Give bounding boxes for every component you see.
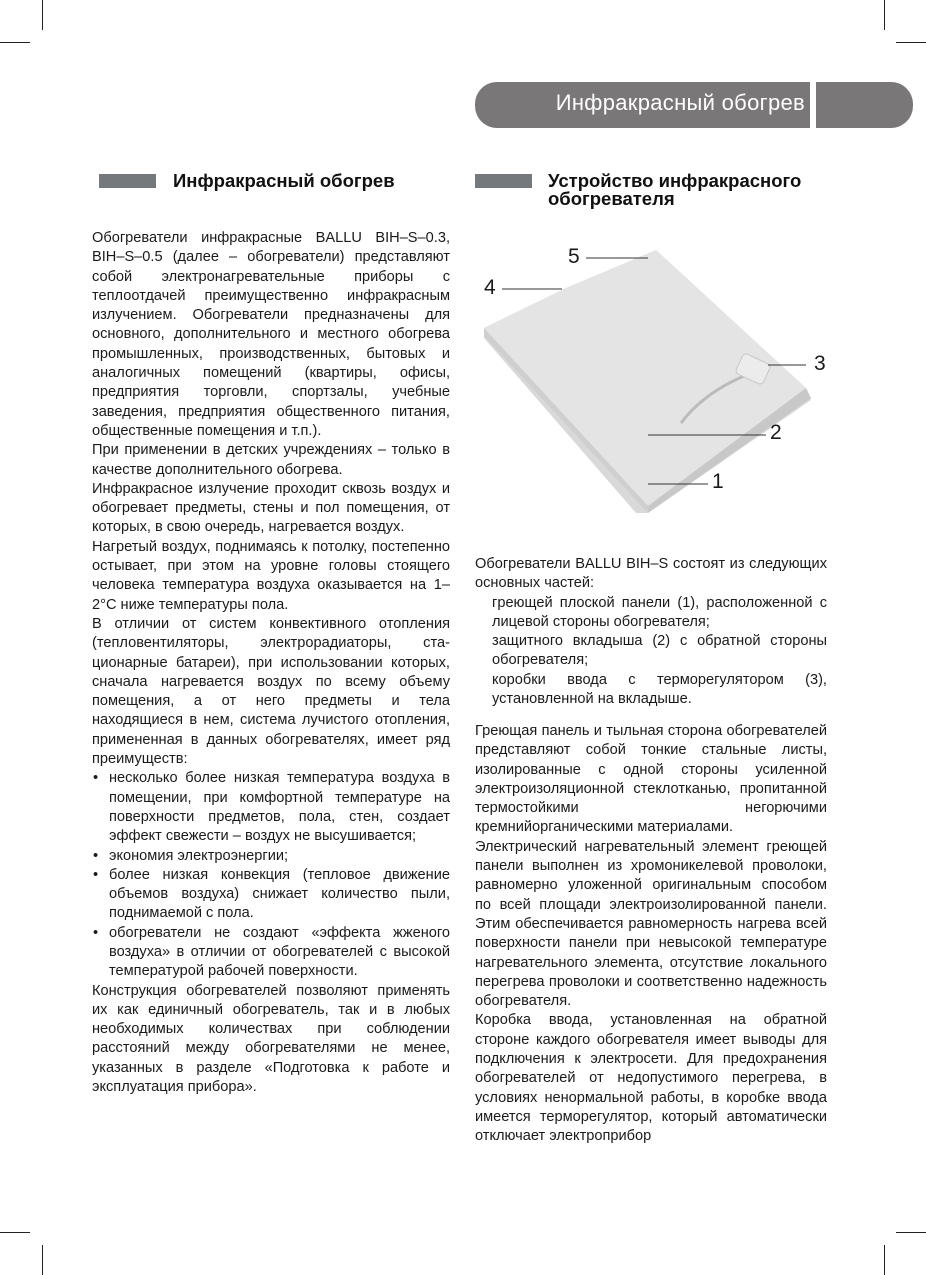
section-marker <box>475 174 532 188</box>
paragraph: Инфракрасное излучение проходит сквозь воздух и обогревает предметы, стены и пол помещения, от которых, в свою очередь, нагревается воздух. <box>92 480 450 536</box>
paragraph: Коробка ввода, установленная на обратной стороне каждого обогревателя имеет выводы для подключения к электросети. Для предохранения обогревателей от недопустимого перегрева, в условиях ненормальной работы, в коробке ввода имеется терморегулятор, который автоматически отключает электроприбор <box>475 1012 827 1145</box>
section-header-title: Инфракрасный обогрев <box>555 90 805 115</box>
figure-label-5: 5 <box>568 245 580 268</box>
right-column-parts <box>475 555 827 709</box>
paragraph: В отличии от систем конвективного отопления (тепловентиляторы, электрорадиаторы, стационарные батареи), при использовании которых, сначала нагревается воздух по всему объему помещения, а от него предметы и тела находящиеся в нем, система лучистого отопления, примененная в данных обогревателях, имеет ряд преимуществ: <box>92 615 450 768</box>
section-marker <box>99 174 156 188</box>
crop-mark <box>42 1245 43 1275</box>
part-item: греющей плоской панели (1), расположенной с лицевой стороны обогревателя; <box>492 594 827 630</box>
figure-label-1: 1 <box>712 470 724 493</box>
list-item: • несколько более низкая температура воздуха в помещении, при комфортной температуре на поверхности предметов, пола, стен, создает эффект свежести – воздух не высушивается; <box>92 769 450 846</box>
list-item: • обогреватели не создают «эффекта жженого воздуха» в отличии от обогревателей с высокой температурой рабочей поверхности. <box>92 924 450 982</box>
figure-label-2: 2 <box>770 421 782 444</box>
paragraph: Обогреватели BALLU BIH–S состоят из следующих основных частей: <box>475 556 827 592</box>
crop-mark <box>884 1245 885 1275</box>
right-column-text <box>475 722 827 1147</box>
crop-mark <box>0 42 30 43</box>
paragraph: Греющая панель и тыльная сторона обогревателей представляют собой тонкие стальные листы, изолированные с одной стороны усиленной электроизоляционной стеклотканью, пропитанной термостойкими негорючими кремнийорганическими материалами. <box>475 723 827 836</box>
part-item: коробки ввода с терморегулятором (3), установленной на вкладыше. <box>492 671 827 708</box>
crop-mark <box>896 1232 926 1233</box>
header-divider <box>810 82 816 128</box>
paragraph: Нагретый воздух, поднимаясь к потолку, постепенно остывает, при этом на уровне головы стоящего человека температура воздуха оказывается на 1–2°С ниже температуры пола. <box>92 538 450 613</box>
paragraph: При применении в детских учреждениях – только в качестве дополнительного обогрева. <box>92 442 450 478</box>
advantages-list <box>92 769 450 981</box>
paragraph: Электрический нагревательный элемент греющей панели выполнен из хромоникелевой проволоки, равномерно уложенной оригинальным способом по всей площади электроизолированной панели. Этим обеспечивается равномерность нагрева всей поверхности панели при невысокой температуре нагревательного элемента, отсутствие локального перегрева проволоки и соответственно надежность обогревателя. <box>475 838 827 1010</box>
title-line: обогревателя <box>548 188 675 209</box>
list-item: • более низкая конвекция (тепловое движение объемов воздуха) снижает количество пыли, поднимаемой с пола. <box>92 866 450 924</box>
left-column-text <box>92 229 450 1097</box>
crop-mark <box>884 0 885 30</box>
crop-mark <box>42 0 43 30</box>
part-item: защитного вкладыша (2) с обратной стороны обогревателя; <box>492 633 827 669</box>
heater-illustration <box>476 228 836 518</box>
list-item: • экономия электроэнергии; <box>92 847 450 866</box>
paragraph: Обогреватели инфракрасные BALLU BIH–S–0.3, BIH–S–0.5 (далее – обогреватели) представляют собой электронагревательные приборы с теплоотдачей преимущественно инфракрасным излучением. Обогреватели предназначены для основного, дополнительного и местного обогрева промышленных, производственных, бытовых и аналогичных помещений (квартиры, офисы, предприятия торговли, спортзалы, учебные заведения, предприятия общественного питания, общественные помещения и т.п.). <box>92 230 450 439</box>
left-section-title: Инфракрасный обогрев <box>173 170 395 191</box>
right-section-title <box>548 172 801 208</box>
heater-panel-drawing <box>476 228 836 518</box>
crop-mark <box>896 42 926 43</box>
figure-label-4: 4 <box>484 276 496 299</box>
figure-label-3: 3 <box>814 352 826 375</box>
crop-mark <box>0 1232 30 1233</box>
title-line: Устройство инфракрасного <box>548 170 802 191</box>
paragraph: Конструкция обогревателей позволяют применять их как единичный обогреватель, так и в любых необходимых количествах при соблюдении расстояний между обогревателями не менее, указанных в разделе «Подготовка к работе и эксплуатация прибора». <box>92 982 450 1096</box>
